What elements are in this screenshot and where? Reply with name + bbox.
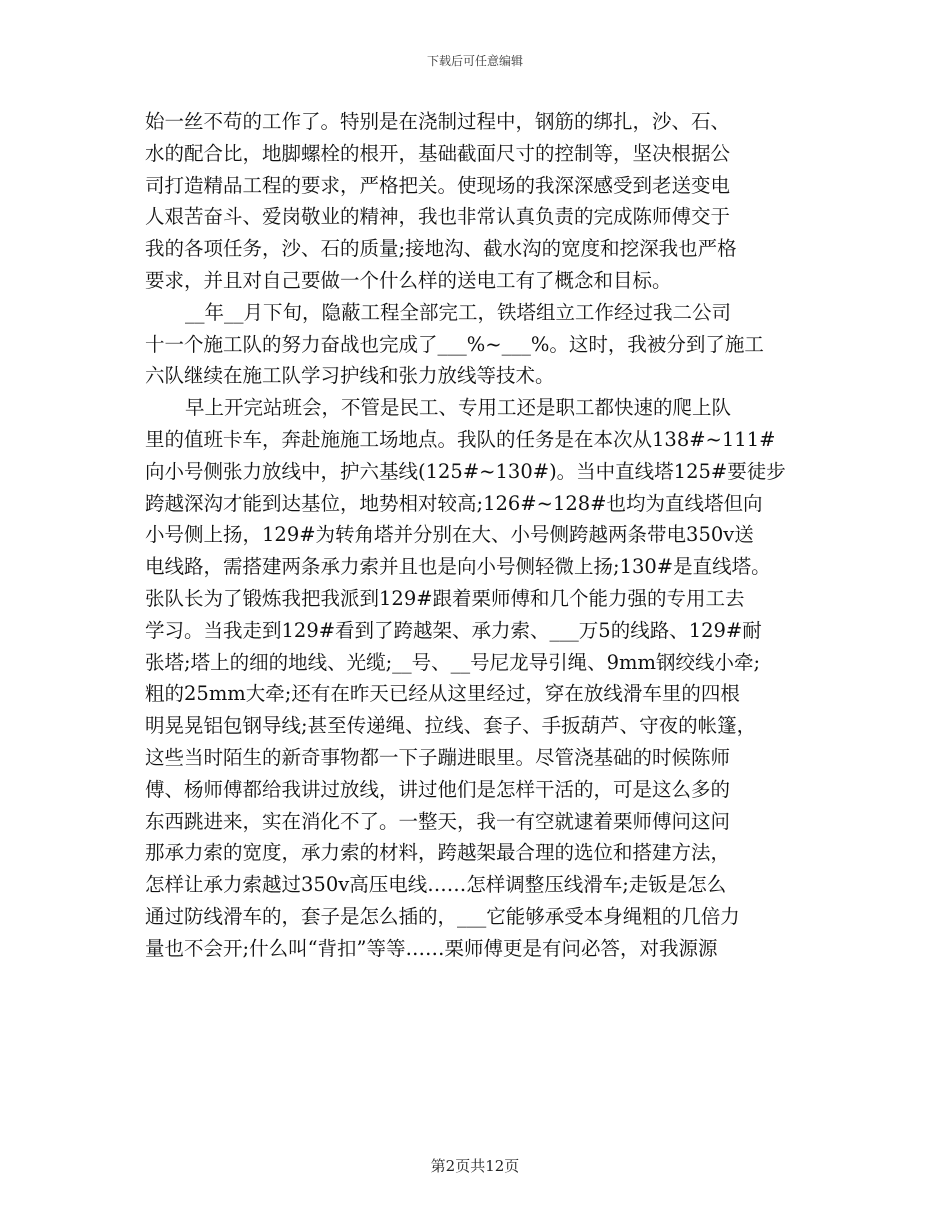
text-line: 电线路，需搭建两条承力索并且也是向小号侧轻微上扬;130#是直线塔。 [145,555,771,579]
text-line: 张塔;塔上的细的地线、光缆;__号、__号尼龙导引绳、9mm钢绞线小牵; [145,650,761,674]
text-line: 张队长为了锻炼我把我派到129#跟着栗师傅和几个能力强的专用工去 [145,586,745,610]
text-line: 傅、杨师傅都给我讲过放线，讲过他们是怎样干活的，可是这么多的 [145,777,731,801]
text-line: 司打造精品工程的要求，严格把关。使现场的我深深感受到老送变电 [145,173,731,197]
text-line: __年__月下旬，隐蔽工程全部完工，铁塔组立工作经过我二公司 [185,300,732,324]
text-line: 通过防线滑车的，套子是怎么插的，___它能够承受本身绳粗的几倍力 [145,904,740,928]
text-line: 要求，并且对自己要做一个什么样的送电工有了概念和目标。 [145,268,672,292]
text-line: 十一个施工队的努力奋战也完成了___%~___%。这时，我被分到了施工 [145,332,764,356]
page-header: 下载后可任意编辑 [426,54,523,68]
text-line: 明晃晃铝包钢导线;甚至传递绳、拉线、套子、手扳葫芦、守夜的帐篷， [145,714,757,738]
text-line: 早上开完站班会，不管是民工、专用工还是职工都快速的爬上队 [185,396,732,420]
text-line: 我的各项任务，沙、石的质量;接地沟、截水沟的宽度和挖深我也严格 [145,237,737,261]
text-line: 跨越深沟才能到达基位，地势相对较高;126#~128#也均为直线塔但向 [145,491,763,515]
text-line: 学习。当我走到129#看到了跨越架、承力索、___万5的线路、129#耐 [145,618,762,642]
text-line: 向小号侧张力放线中，护六基线(125#~130#)。当中直线塔125#要徒步 [145,459,786,483]
text-line: 粗的25mm大牵;还有在昨天已经从这里经过，穿在放线滑车里的四根 [145,682,740,706]
text-line: 怎样让承力索越过350v高压电线……怎样调整压线滑车;走钣是怎么 [145,873,727,897]
text-line: 水的配合比，地脚螺栓的根开，基础截面尺寸的控制等，坚决根据公 [145,141,731,165]
text-line: 东西跳进来，实在消化不了。一整天，我一有空就逮着栗师傅问这问 [145,809,731,833]
text-line: 里的值班卡车，奔赴施施工场地点。我队的任务是在本次从138#~111# [145,427,776,451]
text-line: 量也不会开;什么叫“背扣”等等……栗师傅更是有问必答，对我源源 [145,936,718,960]
page-footer: 第2页共12页 [430,1157,520,1175]
text-line: 始一丝不苟的工作了。特别是在浇制过程中，钢筋的绑扎，沙、石、 [145,110,731,133]
document-body [145,106,815,965]
text-line: 人艰苦奋斗、爱岗敬业的精神，我也非常认真负责的完成陈师傅交于 [145,205,731,229]
text-line: 六队继续在施工队学习护线和张力放线等技术。 [145,364,555,388]
text-line: 小号侧上扬，129#为转角塔并分别在大、小号侧跨越两条带电350v送 [145,523,754,547]
text-line: 那承力索的宽度，承力索的材料，跨越架最合理的选位和搭建方法， [145,841,731,865]
text-line: 这些当时陌生的新奇事物都一下子蹦进眼里。尽管浇基础的时候陈师 [145,745,731,769]
